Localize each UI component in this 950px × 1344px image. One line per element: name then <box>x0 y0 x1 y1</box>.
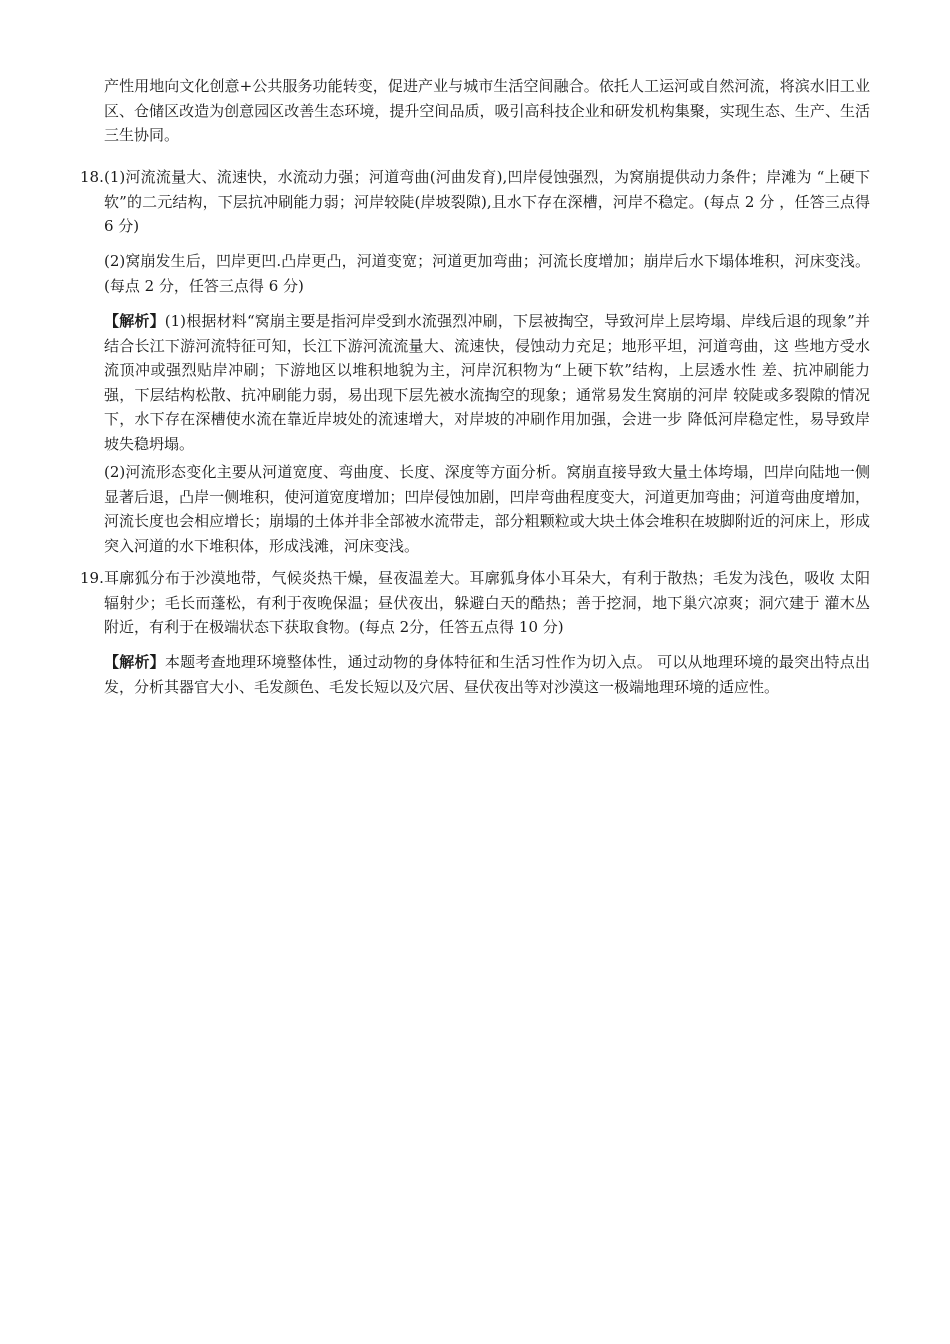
analysis-text: (1)根据材料“窝崩主要是指河岸受到水流强烈冲刷，下层被掏空，导致河岸上层垮塌、岸线后退的现象”并结合长江下游河流特征可知，长江下游河流流量大、流速快，侵蚀动力充足；地形平坦，河道弯曲，这 些地方受水流顶冲或强烈贴岸冲刷；下游地区以堆积地貌为主，河岸沉积物为“上硬下软”结构，上层透水性 差、抗冲刷能力强，下层结构松散、抗冲刷能力弱，易出现下层先被水流掏空的现象；通常易发生窝崩的河岸 较陡或多裂隙的情况下，水下存在深槽使水流在靠近岸坡处的流速增大，对岸坡的冲刷作用加强，会进一步 降低河岸稳定性，易导致岸坡失稳坍塌。 <box>104 312 870 453</box>
question-18-answer-1: (1)河流流量大、流速快，水流动力强；河道弯曲(河曲发育),凹岸侵蚀强烈，为窝崩提供动力条件；岸滩为 “上硬下软”的二元结构，下层抗冲刷能力弱；河岸较陡(岸坡裂隙),且水下存在深槽，河岸不稳定。(每点 2 分 ，任答三点得 6 分) <box>104 168 870 235</box>
question-18-number: 18. <box>80 168 104 186</box>
analysis-tag: 【解析】 <box>104 312 165 330</box>
question-18-analysis-2: (2)河流形态变化主要从河道宽度、弯曲度、长度、深度等方面分析。窝崩直接导致大量土体垮塌，凹岸向陆地一侧显著后退，凸岸一侧堆积，使河道宽度增加；凹岸侵蚀加剧，凹岸弯曲程度变大，河道更加弯曲；河道弯曲度增加，河流长度也会相应增长；崩塌的土体并非全部被水流带走，部分粗颗粒或大块土体会堆积在坡脚附近的河床上，形成突入河道的水下堆积体，形成浅滩，河床变浅。 <box>104 463 870 555</box>
question-19-number: 19. <box>80 569 104 587</box>
question-18-answer-2: (2)窝崩发生后，凹岸更凹.凸岸更凸，河道变宽；河道更加弯曲；河流长度增加；崩岸后水下塌体堆积，河床变浅。(每点 2 分，任答三点得 6 分) <box>104 252 870 295</box>
question-18-analysis-1 <box>104 309 870 456</box>
question-19-answer: 耳廓狐分布于沙漠地带，气候炎热干燥，昼夜温差大。耳廓狐身体小耳朵大，有利于散热；毛发为浅色，吸收 太阳辐射少；毛长而蓬松，有利于夜晚保温；昼伏夜出，躲避白天的酷热；善于挖洞，地下巢穴凉爽；洞穴建于 灌木丛附近，有利于在极端状态下获取食物。(每点 2分，任答五点得 10 分) <box>104 569 870 636</box>
question-19-analysis <box>104 650 870 699</box>
analysis-tag: 【解析】 <box>104 653 165 671</box>
intro-paragraph: 产性用地向文化创意+公共服务功能转变，促进产业与城市生活空间融合。依托人工运河或自然河流，将滨水旧工业区、仓储区改造为创意园区改善生态环境，提升空间品质，吸引高科技企业和研发机构集聚，实现生态、生产、生活三生协同。 <box>104 77 870 144</box>
analysis-text: 本题考查地理环境整体性，通过动物的身体特征和生活习性作为切入点。 可以从地理环境的最突出特点出发，分析其器官大小、毛发颜色、毛发长短以及穴居、昼伏夜出等对沙漠这一极端地理环境的适应性。 <box>104 653 870 696</box>
